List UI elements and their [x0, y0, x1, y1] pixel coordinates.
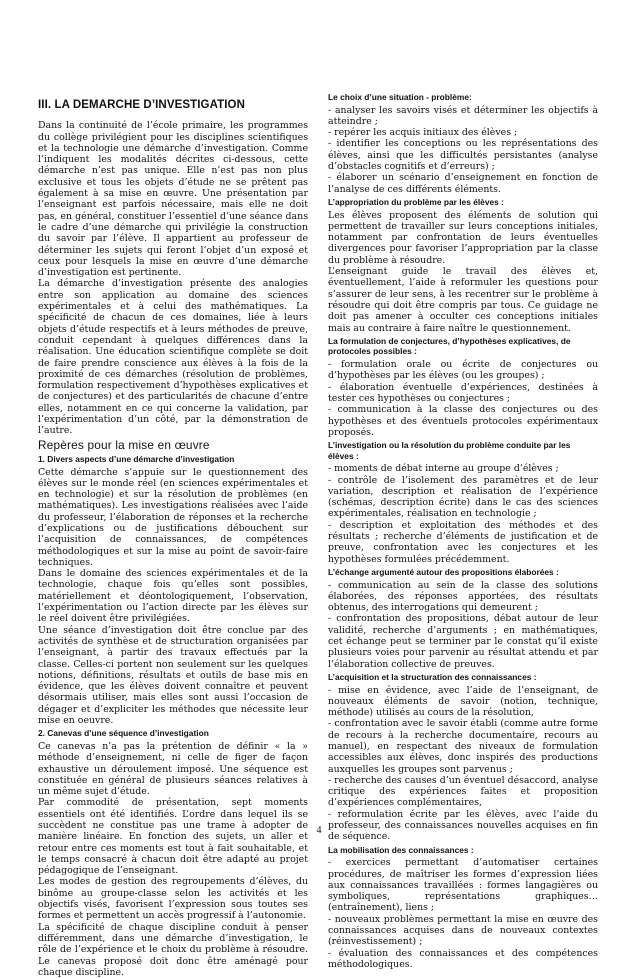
paragraph: L’enseignant guide le travail des élèves et, éventuellement, l’aide à reformuler les questions pour s’assurer de leur sens, à les recentrer sur le problème à résoudre qui doit être compris par tous. Ce guidage ne doit pas amener à occulter ces conceptions initiales mais au contraire à faire naître le questionnement.	[328, 266, 598, 334]
left-column	[38, 100, 308, 978]
heading-choix-situation: Le choix d’une situation - problème:	[328, 92, 472, 102]
paragraph: Les élèves proposent des éléments de solution qui permettent de travailler sur leurs conceptions initiales, notamment par confrontation de leurs éventuelles divergences pour favoriser l’appropriation par la classe du problème à résoudre.	[328, 209, 598, 266]
list-item: - communication à la classe des conjectures ou des hypothèses et des éventuels protocoles expérimentaux proposés.	[328, 404, 598, 438]
list-item: - moments de débat interne au groupe d’élèves ;	[328, 463, 559, 475]
heading-echange: L’échange argumenté autour des propositions élaborées :	[328, 566, 559, 577]
heading-divers-aspects: 1. Divers aspects d’une démarche d’investigation	[38, 453, 235, 464]
right-column	[328, 90, 598, 970]
list-item: - exercices permettant d’automatiser certaines procédures, de maîtriser les formes d’expression liées aux connaissances travaillées : formes langagières ou symboliques, représentations graphiques… (entraînement), liens ;	[328, 857, 598, 914]
intro-paragraph-1: Dans la continuité de l’école primaire, les programmes du collège privilégient pour les disciplines scientifiques et la technologie une démarche d’investigation. Comme l’indiquent les modalités décrites ci-dessous, cette démarche n’est pas unique. Elle n’est pas non plus exclusive et tous les objets d’étude ne se prêtent pas également à sa mise en œuvre. Une présentation par l’enseignant est parfois nécessaire, mais elle ne doit pas, en général, constituer l’essentiel d’une séance dans le cadre d’une démarche qui privilégie la construction du savoir par l’élève. Il appartient au professeur de déterminer les sujets qui feront l’objet d’un exposé et ceux pour lesquels la mise en œuvre d’une démarche d’investigation est pertinente.	[38, 120, 308, 279]
heading-formulation: La formulation de conjectures, d’hypothèses explicatives, de protocoles possibles :	[328, 335, 571, 357]
heading-appropriation: L’appropriation du problème par les élèves :	[328, 196, 504, 207]
list-item: - contrôle de l’isolement des paramètres et de leur variation, description et réalisation de l’expérience (schémas, description écrite) dans le cas des sciences expérimentales, réalisation en technologie ;	[328, 474, 598, 520]
paragraph-2c: Les modes de gestion des regroupements d’élèves, du binôme au groupe-classe selon les activités et les objectifs visés, favorisent l’expression sous toutes ses formes et permettent un accès progressif à l’autonomie.	[38, 876, 308, 922]
list-item: - mise en évidence, avec l’aide de l’enseignant, de nouveaux éléments de savoir (notion, technique, méthode) utilisés au cours de la résolution,	[328, 684, 598, 719]
list-item: - élaboration éventuelle d’expériences, destinées à tester ces hypothèses ou conjectures ;	[328, 381, 598, 404]
list-item: - description et exploitation des méthodes et des résultats ; recherche d’éléments de justification et de preuve, confrontation avec les conjectures et les hypothèses formulées précédemment.	[328, 519, 598, 565]
paragraph-1a: Cette démarche s’appuie sur le questionnement des élèves sur le monde réel (en sciences expérimentales et en technologie) et sur la résolution de problèmes (en mathématiques). Les investigations réalisées avec l’aide du professeur, l’élaboration de réponses et la recherche d’explications ou de justifications débouchent sur l’acquisition de connaissances, de compétences méthodologiques et sur la mise au point de savoir-faire techniques.	[38, 466, 308, 568]
section-title: III. LA DEMARCHE D’INVESTIGATION	[38, 99, 246, 111]
list-item: - repérer les acquis initiaux des élèves ;	[328, 127, 518, 139]
heading-canevas: 2. Canevas d’une séquence d’investigation	[38, 728, 209, 739]
paragraph-2d: La spécificité de chaque discipline conduit à penser différemment, dans une démarche d’investigation, le rôle de l’expérience et le choix du problème à résoudre. Le canevas proposé doit donc être aménagé pour chaque discipline.	[38, 921, 308, 978]
heading-mobilisation: La mobilisation des connaissances :	[328, 844, 474, 855]
list-item: - analyser les savoirs visés et déterminer les objectifs à atteindre ;	[328, 104, 598, 127]
list-item: - reformulation écrite par les élèves, avec l’aide du professeur, des connaissances nouvelles acquises en fin de séquence.	[328, 808, 598, 843]
list-item: - identifier les conceptions ou les représentations des élèves, ainsi que les difficultés persistantes (analyse d’obstacles cognitifs et d’erreurs) ;	[328, 138, 598, 173]
paragraph-2a: Ce canevas n’a pas la prétention de définir « la » méthode d’enseignement, ni celle de figer de façon exhaustive un déroulement imposé. Une séquence est constituée en général de plusieurs séances relatives à un même sujet d’étude.	[38, 740, 308, 798]
paragraph-2b: Par commodité de présentation, sept moments essentiels ont été identifiés. L’ordre dans lequel ils se succèdent ne constitue pas une trame à adopter de manière linéaire. En fonction des sujets, un aller et retour entre ces moments est tout à fait souhaitable, et le temps consacré à chacun doit être adapté au projet pédagogique de l’enseignant.	[38, 797, 308, 877]
subsection-title: Repères pour la mise en œuvre	[38, 437, 210, 452]
list-item: - formulation orale ou écrite de conjectures ou d’hypothèses par les élèves (ou les groupes) ;	[328, 359, 598, 382]
list-item: - confrontation avec le savoir établi (comme autre forme de recours à la recherche documentaire, recours au manuel), en respectant des niveaux de formulation accessibles aux élèves, donc inspirés des productions auxquelles les groupes sont parvenus ;	[328, 718, 598, 775]
list-item: - confrontation des propositions, débat autour de leur validité, recherche d’arguments ; en mathématiques, cet échange peut se terminer par le constat qu’il existe plusieurs voies pour parvenir au résultat attendu et par l’élaboration collective de preuves.	[328, 613, 598, 670]
page-number: 4	[316, 825, 322, 836]
list-item: - communication au sein de la classe des solutions élaborées, des réponses apportées, des résultats obtenus, des interrogations qui demeurent ;	[328, 579, 598, 614]
heading-acquisition: L’acquisition et la structuration des connaissances :	[328, 671, 537, 682]
list-item: - nouveaux problèmes permettant la mise en œuvre des connaissances acquises dans de nouveaux contextes (réinvestissement) ;	[328, 913, 598, 948]
paragraph-1c: Une séance d’investigation doit être conclue par des activités de synthèse et de structuration organisées par l’enseignant, à partir des travaux effectués par la classe. Celles-ci portent non seulement sur les quelques notions, définitions, résultats et outils de base mis en évidence, que les élèves doivent connaître et peuvent désormais utiliser, mais elles sont aussi l’occasion de dégager et d’expliciter les méthodes que nécessite leur mise en oeuvre.	[38, 624, 308, 727]
intro-paragraph-2: La démarche d’investigation présente des analogies entre son application au domaine des sciences expérimentales et à celui des mathématiques. La spécificité de chacun de ces domaines, liée à leurs objets d’étude respectifs et à leurs méthodes de preuve, conduit cependant à quelques différences dans la réalisation. Une éducation scientifique complète se doit de faire prendre conscience aux élèves à la fois de la proximité de ces démarches (résolution de problèmes, formulation respectivement d’hypothèses explicatives et de conjectures) et des particularités de chacune d’entre elles, notamment en ce qui concerne la validation, par l’expérimentation d’un côté, par la démonstration de l’autre.	[38, 278, 308, 437]
paragraph-1b: Dans le domaine des sciences expérimentales et de la technologie, chaque fois qu’elles sont possibles, matériellement et déontologiquement, l’observation, l’expérimentation ou l’action directe par les élèves sur le réel doivent être privilégiées.	[38, 568, 308, 625]
list-item: - recherche des causes d’un éventuel désaccord, analyse critique des expériences faites et proposition d’expériences complémentaires,	[328, 774, 598, 809]
list-item: - évaluation des connaissances et des compétences méthodologiques.	[328, 947, 598, 970]
heading-investigation: L’investigation ou la résolution du problème conduite par les élèves :	[328, 440, 571, 461]
list-item: - élaborer un scénario d’enseignement en fonction de l’analyse de ces différents éléments.	[328, 172, 598, 195]
